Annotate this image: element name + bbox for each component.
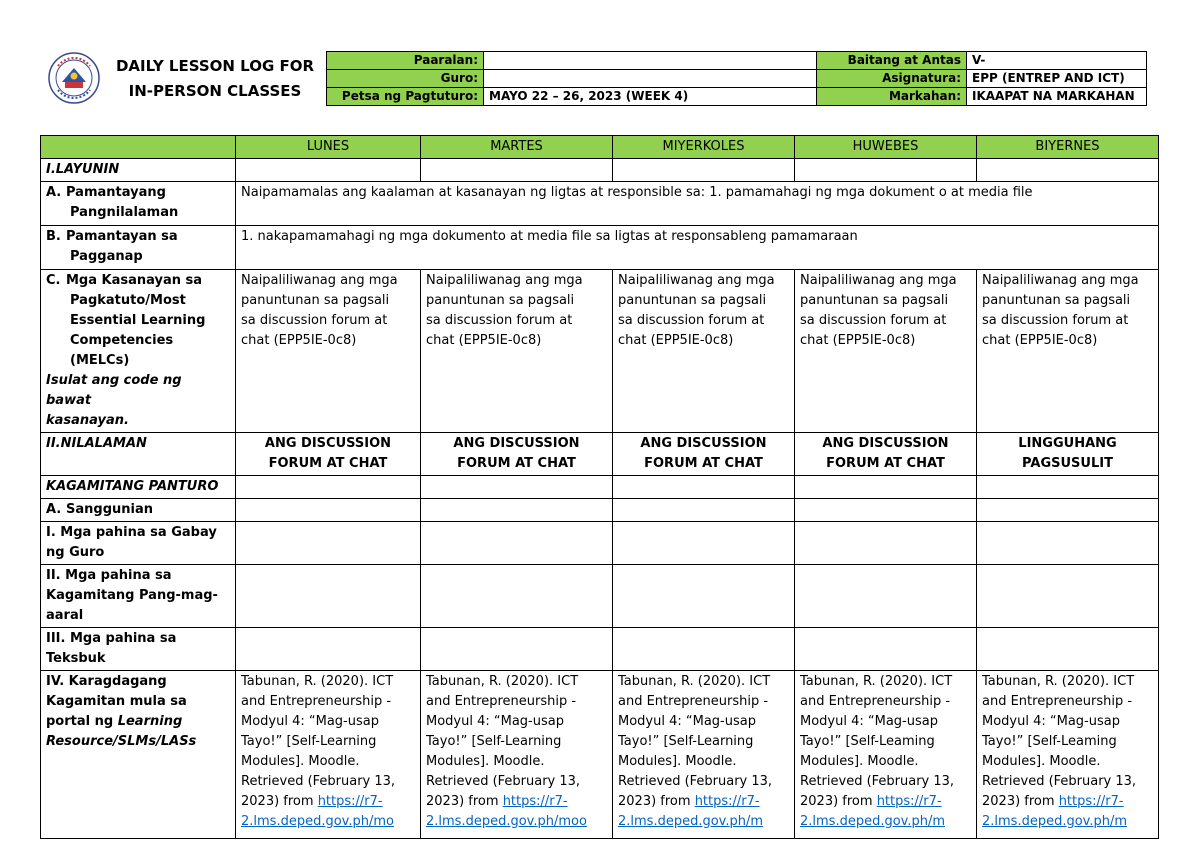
nilalaman-cell-martes: ANG DISCUSSION FORUM AT CHAT bbox=[421, 433, 613, 476]
melc-cell-lunes: Naipaliliwanag ang mga panuntunan sa pagsali sa discussion forum at chat (EPP5IE-0c8) bbox=[236, 270, 421, 433]
pamantayang-pangnilalaman-text: Naipamamalas ang kaalaman at kasanayan ng ligtas at responsible sa: 1. pamamahagi ng mga dokument o at media file bbox=[236, 182, 1159, 226]
melc-label: C. Mga Kasanayan sa Pagkatuto/Most Essential Learning Competencies (MELCs) Isulat ang code ng bawat kasanayan. bbox=[41, 270, 236, 433]
table-row bbox=[41, 433, 1159, 476]
melc-cell-miyerkoles: Naipaliliwanag ang mga panuntunan sa pagsali sa discussion forum at chat (EPP5IE-0c8) bbox=[613, 270, 795, 433]
document-title bbox=[104, 54, 326, 104]
day-header-huwebes: HUWEBES bbox=[795, 136, 977, 159]
nilalaman-cell-miyerkoles: ANG DISCUSSION FORUM AT CHAT bbox=[613, 433, 795, 476]
table-row bbox=[41, 476, 1159, 499]
table-row bbox=[41, 522, 1159, 565]
karagdagang-kagamitan-label: IV. Karagdagang Kagamitan mula sa portal ng Learning Resource/SLMs/LASs bbox=[41, 671, 236, 839]
module-link-miyerkoles-continued[interactable]: 2.lms.deped.gov.ph/m bbox=[618, 814, 764, 829]
school-value bbox=[484, 52, 817, 70]
quarter-label: Markahan: bbox=[817, 88, 967, 106]
table-row bbox=[41, 182, 1159, 226]
kagamitang-mag-aaral-label: II. Mga pahina sa Kagamitang Pang-mag- aaral bbox=[41, 565, 236, 628]
module-link-lunes-continued[interactable]: 2.lms.deped.gov.ph/mo bbox=[241, 814, 394, 829]
date-label: Petsa ng Pagtuturo: bbox=[327, 88, 484, 106]
day-header-lunes: LUNES bbox=[236, 136, 421, 159]
sanggunian-label: A. Sanggunian bbox=[41, 499, 236, 522]
karagdagang-cell-martes: Tabunan, R. (2020). ICT and Entrepreneurship - Modyul 4: “Mag-usap Tayo!” [Self-Learning Modules]. Moodle. Retrieved (February 13, 2023) from https://r7- 2.lms.deped.gov.ph/moo bbox=[421, 671, 613, 839]
teksbuk-label: III. Mga pahina sa Teksbuk bbox=[41, 628, 236, 671]
header-blank-cell bbox=[41, 136, 236, 159]
melc-cell-huwebes: Naipaliliwanag ang mga panuntunan sa pagsali sa discussion forum at chat (EPP5IE-0c8) bbox=[795, 270, 977, 433]
module-link-huwebes[interactable]: https://r7- bbox=[876, 794, 942, 809]
table-row bbox=[41, 628, 1159, 671]
table-row bbox=[41, 159, 1159, 182]
nilalaman-cell-biyernes: LINGGUHANG PAGSUSULIT bbox=[977, 433, 1159, 476]
pamantayan-sa-pagganap-label: B. Pamantayan sa Pagganap bbox=[41, 226, 236, 270]
nilalaman-cell-lunes: ANG DISCUSSION FORUM AT CHAT bbox=[236, 433, 421, 476]
day-header-miyerkoles: MIYERKOLES bbox=[613, 136, 795, 159]
table-row bbox=[41, 226, 1159, 270]
school-label: Paaralan: bbox=[327, 52, 484, 70]
day-header-row bbox=[41, 136, 1159, 159]
module-link-biyernes-continued[interactable]: 2.lms.deped.gov.ph/m bbox=[982, 814, 1128, 829]
day-header-martes: MARTES bbox=[421, 136, 613, 159]
quarter-value: IKAAPAT NA MARKAHAN bbox=[967, 88, 1147, 106]
kagamitang-panturo-label: KAGAMITANG PANTURO bbox=[41, 476, 236, 499]
subject-label: Asignatura: bbox=[817, 70, 967, 88]
module-link-lunes[interactable]: https://r7- bbox=[317, 794, 383, 809]
module-link-martes-continued[interactable]: 2.lms.deped.gov.ph/moo bbox=[426, 814, 587, 829]
day-header-biyernes: BIYERNES bbox=[977, 136, 1159, 159]
module-link-huwebes-continued[interactable]: 2.lms.deped.gov.ph/m bbox=[800, 814, 946, 829]
table-row bbox=[41, 499, 1159, 522]
teacher-label: Guro: bbox=[327, 70, 484, 88]
karagdagang-cell-huwebes: Tabunan, R. (2020). ICT and Entrepreneurship - Modyul 4: “Mag-usap Tayo!” [Self-Leaming Modules]. Moodle. Retrieved (February 13, 2023) from https://r7- 2.lms.deped.gov.ph/m bbox=[795, 671, 977, 839]
table-row bbox=[41, 565, 1159, 628]
document-title-line-1: DAILY LESSON LOG FOR bbox=[115, 57, 315, 75]
layunin-label: I.LAYUNIN bbox=[41, 159, 236, 182]
deped-seal-icon bbox=[48, 52, 100, 104]
subject-value: EPP (ENTREP AND ICT) bbox=[967, 70, 1147, 88]
header-info-table bbox=[326, 51, 1147, 106]
lesson-log-table bbox=[40, 135, 1159, 839]
table-row bbox=[41, 270, 1159, 433]
module-link-martes[interactable]: https://r7- bbox=[502, 794, 568, 809]
date-value: MAYO 22 – 26, 2023 (WEEK 4) bbox=[484, 88, 817, 106]
nilalaman-label: II.NILALAMAN bbox=[41, 433, 236, 476]
module-link-miyerkoles[interactable]: https://r7- bbox=[694, 794, 760, 809]
grade-value: V- bbox=[967, 52, 1147, 70]
gabay-guro-label: I. Mga pahina sa Gabay ng Guro bbox=[41, 522, 236, 565]
grade-label: Baitang at Antas bbox=[817, 52, 967, 70]
karagdagang-cell-miyerkoles: Tabunan, R. (2020). ICT and Entrepreneurship - Modyul 4: “Mag-usap Tayo!” [Self-Learning Modules]. Moodle. Retrieved (February 13, 2023) from https://r7- 2.lms.deped.gov.ph/m bbox=[613, 671, 795, 839]
karagdagang-cell-lunes: Tabunan, R. (2020). ICT and Entrepreneurship - Modyul 4: “Mag-usap Tayo!” [Self-Learning Modules]. Moodle. Retrieved (February 13, 2023) from https://r7- 2.lms.deped.gov.ph/mo bbox=[236, 671, 421, 839]
melc-cell-biyernes: Naipaliliwanag ang mga panuntunan sa pagsali sa discussion forum at chat (EPP5IE-0c8) bbox=[977, 270, 1159, 433]
melc-cell-martes: Naipaliliwanag ang mga panuntunan sa pagsali sa discussion forum at chat (EPP5IE-0c8) bbox=[421, 270, 613, 433]
document-title-line-2: IN-PERSON CLASSES bbox=[128, 82, 302, 100]
pamantayang-pangnilalaman-label: A. Pamantayang Pangnilalaman bbox=[41, 182, 236, 226]
module-link-biyernes[interactable]: https://r7- bbox=[1058, 794, 1124, 809]
teacher-value bbox=[484, 70, 817, 88]
nilalaman-cell-huwebes: ANG DISCUSSION FORUM AT CHAT bbox=[795, 433, 977, 476]
table-row bbox=[41, 671, 1159, 839]
karagdagang-cell-biyernes: Tabunan, R. (2020). ICT and Entrepreneurship - Modyul 4: “Mag-usap Tayo!” [Self-Leaming Modules]. Moodle. Retrieved (February 13, 2023) from https://r7- 2.lms.deped.gov.ph/m bbox=[977, 671, 1159, 839]
pamantayan-sa-pagganap-text: 1. nakapamamahagi ng mga dokumento at media file sa ligtas at responsableng pamamaraan bbox=[236, 226, 1159, 270]
